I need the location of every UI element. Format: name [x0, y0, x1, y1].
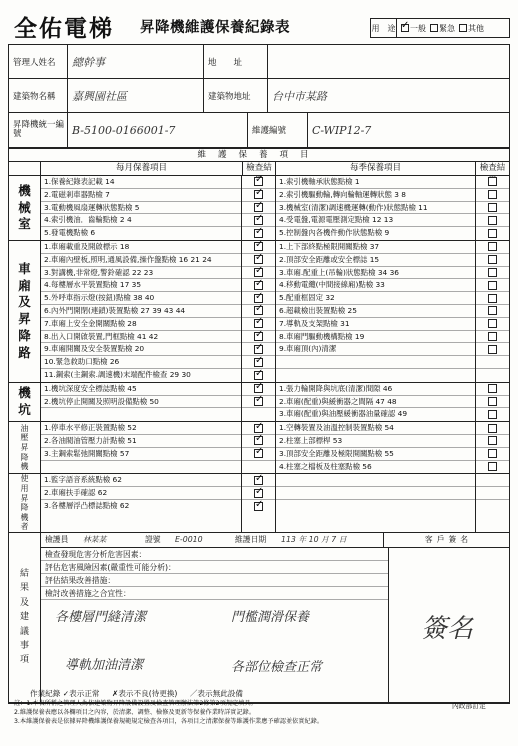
monthly-item: 1.機坑深度安全標誌點檢 45	[41, 383, 241, 396]
checkbox-icon[interactable]	[254, 319, 263, 328]
quarterly-check-list	[475, 383, 509, 421]
quarterly-item: 3.頂部安全距離及極限開關點檢 55	[276, 448, 475, 461]
monthly-check-cell	[242, 369, 275, 382]
monthly-item: 4.每樓層水平裝置點檢 17 35	[41, 279, 241, 292]
result-line-1: 檢查發現危害分析危害因素：	[41, 548, 388, 561]
section-label-char: 用	[20, 483, 29, 493]
records-title: 維護保養項目	[9, 148, 509, 162]
quarterly-item: 2.柱塞上部標桿 53	[276, 435, 475, 448]
info-block	[8, 44, 510, 148]
result-line-3: 評估結果改善措施：	[41, 574, 388, 587]
result-line-4: 檢討改善措施之合宜性：	[41, 587, 388, 600]
purpose-option-other[interactable]: 其他	[459, 23, 484, 34]
handwriting-line-4: 各部位檢查正常	[231, 659, 323, 675]
handwriting-line-1: 各樓層門縫清潔	[55, 609, 147, 625]
monthly-item: 3.主鋼索鬆弛開關點檢 57	[41, 448, 241, 461]
record-section	[9, 241, 509, 383]
result-content	[41, 548, 509, 702]
quarterly-items	[276, 474, 509, 532]
quarterly-item: 3.車廂(配重)與油壓緩衝器油量確認 49	[279, 409, 408, 419]
quarterly-check-cell	[476, 279, 509, 292]
monthly-item: 11.鋼索(主鋼索.調速機)末端配件檢查 29 30	[44, 369, 191, 379]
checkbox-icon[interactable]	[254, 345, 263, 354]
manager-label: 管理人姓名	[13, 57, 56, 68]
quarterly-item: 1.空轉裝置及油溫控制裝置點檢 54	[276, 422, 475, 435]
quarterly-check-cell	[476, 305, 509, 318]
checkbox-icon[interactable]	[254, 371, 263, 380]
record-section	[9, 422, 509, 474]
result-line-2: 評估危害風險因素(嚴重性可能分析)：	[41, 561, 388, 574]
monthly-item: 1.監字語音系統點檢 62	[41, 474, 241, 487]
footnote-3: 3.本維護保養表是依據昇降機維護保養規範規定檢查各項目，各項目之清潔保養等維護作業應予確認並依實紀錄。	[14, 718, 324, 725]
monthly-item: 10.緊急救助口點檢 26	[41, 356, 241, 369]
monthly-item	[41, 408, 241, 421]
result-body	[41, 533, 509, 702]
footnote-2: 2.維護保養表應以各欄項目之內容，於清潔、調整、檢修及更新等保養作業時詳實記錄。	[14, 709, 256, 716]
footnote-1: 註：1.本表所稱之管理人為依建築物昇降設備設置及檢查管理辦法第2條第2項規定填具。	[14, 700, 257, 707]
checkbox-icon[interactable]	[488, 281, 497, 290]
unified-no-label: 昇降機統一編號	[13, 119, 65, 139]
section-label-char: 降	[18, 328, 31, 344]
monthly-item: 2.各油閥油管壓力計點檢 51	[41, 435, 241, 448]
checkbox-icon[interactable]	[488, 203, 497, 212]
checkbox-icon[interactable]	[488, 177, 497, 186]
legend-normal: 作業紀錄 ✓表示正常	[30, 689, 100, 698]
quarterly-check-list	[475, 241, 509, 382]
purpose-option-emergency[interactable]: 緊急	[430, 23, 455, 34]
section-label	[9, 383, 41, 421]
maint-no-value[interactable]: C-WIP12-7	[307, 113, 509, 147]
result-label-char: 事	[19, 640, 29, 651]
quarterly-check-cell	[476, 461, 509, 474]
checkbox-icon[interactable]	[254, 203, 263, 212]
quarterly-item: 5.控制盤內各機件動作狀態點檢 9	[279, 228, 390, 238]
section-label-char: 昇	[18, 311, 31, 327]
section-label-char: 者	[20, 522, 29, 532]
quarterly-item: 4.移動電纜(中間接線廂)點檢 33	[276, 279, 475, 292]
checkbox-icon[interactable]	[254, 489, 263, 498]
legend-defective: ✗表示不良(待更換)	[111, 689, 178, 698]
quarterly-check-cell	[476, 343, 509, 356]
checkbox-icon[interactable]	[488, 216, 497, 225]
checkbox-icon[interactable]	[254, 332, 263, 341]
checkbox-icon[interactable]	[254, 294, 263, 303]
section-label-char: 使	[20, 474, 29, 484]
quarterly-check-cell	[476, 474, 509, 487]
quarterly-item: 3.車廂.配重上(吊輪)狀態點檢 34 36	[276, 267, 475, 280]
checkbox-icon[interactable]	[254, 177, 263, 186]
monthly-item-list	[41, 176, 241, 240]
section-label-char: 路	[18, 345, 31, 361]
quarterly-items	[276, 422, 509, 473]
purpose-label: 用 途	[371, 19, 397, 37]
monthly-check-cell	[242, 227, 275, 240]
result-notes	[41, 548, 389, 702]
checkbox-icon[interactable]	[254, 384, 263, 393]
checkbox-icon[interactable]	[254, 436, 263, 445]
maint-no-label: 維護編號	[247, 113, 307, 147]
building-address-value[interactable]: 台中市某路	[267, 79, 509, 112]
monthly-item: 7.車廂上安全金開關點檢 28	[41, 318, 241, 331]
info-row-building	[9, 79, 509, 113]
quarterly-check-list	[475, 422, 509, 473]
monthly-item: 5.外呼車指示燈(按鈕)點檢 38 40	[41, 292, 241, 305]
quarterly-check-cell	[476, 214, 509, 227]
monthly-items	[41, 241, 276, 382]
checkbox-icon[interactable]	[488, 345, 497, 354]
monthly-check-cell	[242, 408, 275, 421]
checkbox-icon[interactable]	[488, 255, 497, 264]
section-label-char: 車	[18, 260, 31, 276]
section-label	[9, 176, 41, 240]
quarterly-check-list	[475, 474, 509, 532]
checkbox-icon[interactable]	[254, 255, 263, 264]
certificate-label: 證號	[145, 534, 161, 544]
quarterly-item-list	[276, 176, 475, 240]
footnotes	[14, 699, 444, 726]
quarterly-check-cell	[476, 331, 509, 344]
monthly-item: 2.電磁剎車器點檢 7	[41, 189, 241, 202]
quarterly-check-list	[475, 176, 509, 240]
checkbox-icon[interactable]	[488, 384, 497, 393]
issuer-label: 內政部訂定	[452, 702, 486, 710]
monthly-items	[41, 474, 276, 532]
legend-none: ／表示無此設備	[189, 689, 243, 698]
checkbox-icon[interactable]	[488, 268, 497, 277]
checkbox-icon[interactable]	[430, 24, 438, 32]
quarterly-check-cell	[476, 422, 509, 435]
section-label-char: 室	[18, 216, 31, 232]
checkbox-icon[interactable]	[488, 229, 497, 238]
monthly-item: 6.內外門開閉(連鎖)裝置點檢 27 39 43 44	[41, 305, 241, 318]
section-label-char: 油	[20, 423, 29, 433]
section-label	[9, 474, 41, 532]
quarterly-check-cell	[476, 254, 509, 267]
result-label-char: 結	[19, 569, 29, 580]
quarterly-check-cell	[476, 202, 509, 215]
monthly-check-list	[241, 241, 275, 382]
form-header	[8, 6, 510, 40]
section-label-char: 機	[18, 182, 31, 198]
unified-no-value[interactable]: B-5100-0166001-7	[67, 113, 247, 147]
quarterly-item: 9.車廂頂(內)清潔	[276, 343, 475, 356]
checkbox-icon[interactable]	[254, 268, 263, 277]
section-label-char: 械	[18, 199, 31, 215]
result-label-char: 及	[19, 597, 29, 608]
quarterly-check-cell	[476, 176, 509, 189]
quarterly-check-cell	[476, 227, 509, 240]
section-label-char: 降	[20, 452, 29, 462]
result-section	[9, 533, 509, 703]
quarterly-item-list	[276, 474, 475, 532]
handwritten-notes[interactable]	[41, 600, 388, 702]
checkbox-icon[interactable]	[254, 397, 263, 406]
quarterly-check-cell	[476, 487, 509, 500]
manager-value[interactable]: 總幹事	[67, 45, 203, 78]
checkbox-icon[interactable]	[488, 190, 497, 199]
checkbox-icon[interactable]	[254, 190, 263, 199]
checkbox-icon[interactable]	[459, 24, 467, 32]
quarterly-item: 1.張力輪開降與坑底(清潔)間隙 46	[276, 383, 475, 396]
quarterly-item: 1.索引機軸承狀態點檢 1	[276, 176, 475, 189]
monthly-item: 1.保養紀錄表記載 14	[41, 176, 241, 189]
monthly-check-list	[241, 422, 275, 473]
checkbox-icon[interactable]	[254, 502, 263, 511]
address-value[interactable]	[267, 45, 509, 78]
quarterly-item: 1.上下部終點極限開關點檢 37	[276, 241, 475, 254]
monthly-items	[41, 383, 276, 421]
quarterly-check-cell	[476, 241, 509, 254]
result-label-char: 項	[19, 655, 29, 666]
monthly-item-list	[41, 241, 241, 382]
result-label-char: 建	[19, 612, 29, 623]
header-spacer	[9, 162, 41, 175]
quarterly-check-header: 檢查結	[475, 162, 509, 175]
checkbox-icon[interactable]	[488, 306, 497, 315]
monthly-item-list	[41, 383, 241, 421]
monthly-item: 8.出入口開啟裝置,門框點檢 41 42	[41, 331, 241, 344]
building-address-label: 建築物地址	[203, 79, 267, 112]
building-name-label: 建築物名稱	[13, 91, 56, 102]
personnel-value[interactable]: 林某某	[83, 534, 107, 544]
quarterly-items	[276, 241, 509, 382]
monthly-item: 5.發電機點檢 6	[44, 228, 96, 238]
quarterly-item: 2.頂部安全距離或安全標誌 15	[276, 254, 475, 267]
monthly-items	[41, 422, 276, 473]
quarterly-item-list	[276, 383, 475, 421]
customer-sign-label: 客戶簽名	[383, 533, 509, 547]
checkbox-icon[interactable]	[254, 229, 263, 238]
checkbox-icon[interactable]	[254, 242, 263, 251]
section-label-char: 機	[20, 462, 29, 472]
quarterly-check-cell	[476, 396, 509, 409]
purpose-selector	[370, 18, 510, 38]
monthly-item-list	[41, 422, 241, 473]
monthly-item: 4.索引機油．齒輪點檢 2 4	[41, 214, 241, 227]
checkbox-icon[interactable]	[254, 281, 263, 290]
result-top-row	[41, 533, 509, 548]
monthly-item: 3.電動機風扇運轉狀態點檢 5	[41, 202, 241, 215]
checkbox-icon[interactable]	[254, 216, 263, 225]
quarterly-item: 2.車廂(配重)與緩衝器之間隔 47 48	[276, 396, 475, 409]
checkbox-icon[interactable]	[488, 294, 497, 303]
checkbox-icon[interactable]	[488, 242, 497, 251]
monthly-check-cell	[242, 448, 275, 461]
section-label	[9, 422, 41, 473]
section-label-char: 壓	[20, 433, 29, 443]
quarterly-check-cell	[476, 356, 509, 369]
monthly-item: 2.車廂扶手確認 62	[41, 487, 241, 500]
result-label	[9, 533, 41, 702]
records-sections	[9, 176, 509, 533]
quarterly-item: 7.導軌及支架點檢 31	[276, 318, 475, 331]
quarterly-item	[276, 474, 475, 487]
checkbox-icon[interactable]	[488, 436, 497, 445]
date-value[interactable]: 113 年 10 月 7 日	[281, 534, 347, 544]
monthly-item: 2.車廂內壁板,照明,通風設備,操作盤點檢 16 21 24	[41, 254, 241, 267]
quarterly-check-cell	[476, 292, 509, 305]
info-row-unified	[9, 113, 509, 147]
quarterly-check-cell	[476, 408, 509, 421]
company-logo: 全佑電梯	[14, 15, 114, 42]
checkbox-icon[interactable]	[488, 424, 497, 433]
quarterly-items	[276, 176, 509, 240]
quarterly-check-cell	[476, 189, 509, 202]
maintenance-records	[8, 148, 510, 704]
section-label-char: 降	[20, 503, 29, 513]
monthly-item: 1.車廂載重及開啟標示 18	[41, 241, 241, 254]
quarterly-item: 4.柱塞之檔板及柱塞點檢 56	[279, 461, 372, 471]
monthly-item: 1.停車水平修正裝置點檢 52	[41, 422, 241, 435]
record-section	[9, 474, 509, 533]
purpose-option-general[interactable]: ✓ 一般	[401, 23, 426, 34]
checkbox-icon[interactable]	[488, 332, 497, 341]
quarterly-item	[276, 500, 475, 513]
quarterly-item-list	[276, 422, 475, 473]
quarterly-item-list	[276, 241, 475, 382]
date-label: 維護日期	[235, 534, 267, 544]
monthly-item	[41, 461, 241, 474]
quarterly-item	[276, 369, 475, 382]
quarterly-check-cell	[476, 383, 509, 396]
quarterly-item: 4.受電盤,電源電壓測定點檢 12 13	[276, 214, 475, 227]
quarterly-item	[276, 356, 475, 369]
monthly-item: 9.車廂開關及安全裝置點檢 20	[41, 343, 241, 356]
quarterly-header: 每季保養項目	[349, 163, 401, 173]
result-label-char: 議	[19, 626, 29, 637]
checkbox-icon[interactable]	[254, 306, 263, 315]
monthly-item: 3.對講機,非常燈,警鈴確認 22 23	[41, 267, 241, 280]
handwriting-line-3: 導軌加油清潔	[65, 657, 144, 673]
checkbox-icon[interactable]	[401, 24, 409, 32]
section-label-char: 昇	[20, 493, 29, 503]
record-section	[9, 176, 509, 241]
monthly-header: 每月保養項目	[115, 163, 167, 173]
quarterly-check-cell	[476, 500, 509, 513]
quarterly-item: 3.機械室(清潔)調速機運轉(動作)狀態點檢 11	[276, 202, 475, 215]
section-label-char: 機	[20, 512, 29, 522]
info-row-manager	[9, 45, 509, 79]
address-label: 地 址	[203, 45, 267, 78]
quarterly-items	[276, 383, 509, 421]
monthly-check-header: 檢查結	[242, 162, 276, 175]
monthly-item: 2.機坑停止開關及照明設備點檢 50	[41, 396, 241, 409]
checkbox-icon[interactable]	[488, 319, 497, 328]
monthly-item: 3.各樓層浮凸標誌點檢 62	[44, 500, 130, 510]
quarterly-check-cell	[476, 435, 509, 448]
quarterly-item: 6.超載檢出裝置點檢 25	[276, 305, 475, 318]
section-label-char: 及	[18, 294, 31, 310]
building-name-value[interactable]: 嘉興園社區	[67, 79, 203, 112]
quarterly-item: 8.車廂門驅動機構點檢 19	[276, 331, 475, 344]
quarterly-item: 2.索引機驅動輪,轉向輪軸運轉狀態 3 8	[276, 189, 475, 202]
form-title: 昇降機維護保養紀錄表	[140, 20, 290, 36]
checkbox-icon[interactable]	[488, 410, 497, 419]
section-label	[9, 241, 41, 382]
monthly-check-cell	[242, 461, 275, 474]
legend	[30, 688, 253, 699]
quarterly-check-cell	[476, 448, 509, 461]
quarterly-item: 5.配重框固定 32	[276, 292, 475, 305]
monthly-check-list	[241, 383, 275, 421]
certificate-value[interactable]: E-0010	[175, 534, 203, 544]
monthly-check-cell	[242, 396, 275, 409]
checkbox-icon[interactable]	[254, 424, 263, 433]
result-label-char: 果	[19, 583, 29, 594]
monthly-item-list	[41, 474, 241, 532]
section-label-char: 機	[18, 385, 31, 401]
checkbox-icon[interactable]	[254, 449, 263, 458]
quarterly-check-cell	[476, 318, 509, 331]
checkbox-icon[interactable]	[254, 476, 263, 485]
customer-signature-area[interactable]	[389, 548, 509, 702]
monthly-check-list	[241, 474, 275, 532]
personnel-label: 檢護員	[45, 534, 69, 544]
customer-signature: 簽名	[421, 613, 474, 644]
checkbox-icon[interactable]	[488, 449, 497, 458]
quarterly-check-cell	[476, 267, 509, 280]
handwriting-line-2: 門檻潤滑保養	[231, 609, 310, 625]
monthly-check-cell	[242, 500, 275, 513]
section-label-char: 昇	[20, 442, 29, 452]
record-section	[9, 383, 509, 422]
monthly-check-list	[241, 176, 275, 240]
quarterly-item	[276, 487, 475, 500]
section-label-char: 廂	[18, 277, 31, 293]
checkbox-icon[interactable]	[254, 358, 263, 367]
section-label-char: 坑	[18, 401, 31, 417]
checkbox-icon[interactable]	[488, 397, 497, 406]
monthly-items	[41, 176, 276, 240]
checkbox-icon[interactable]	[488, 462, 497, 471]
quarterly-check-cell	[476, 369, 509, 382]
